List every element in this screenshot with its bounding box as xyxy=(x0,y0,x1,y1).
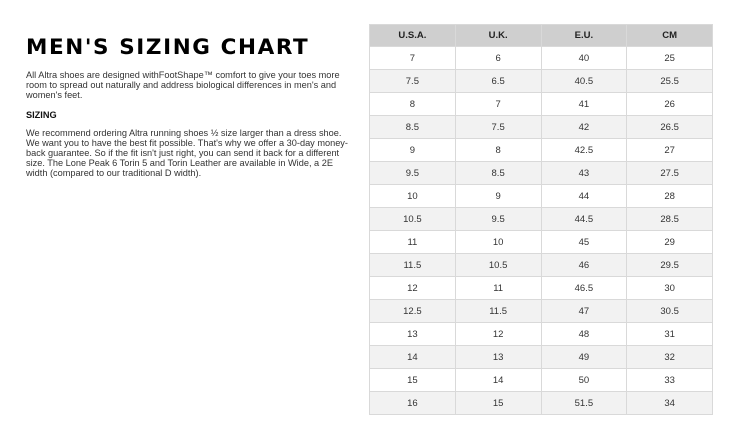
table-cell-uk: 6 xyxy=(455,47,541,70)
table-cell-cm: 29.5 xyxy=(627,254,713,277)
table-cell-cm: 30 xyxy=(627,277,713,300)
table-cell-uk: 10 xyxy=(455,231,541,254)
column-header-cm: CM xyxy=(627,25,713,47)
table-cell-cm: 34 xyxy=(627,392,713,415)
table-cell-eu: 43 xyxy=(541,162,627,185)
table-cell-uk: 14 xyxy=(455,369,541,392)
table-cell-cm: 26.5 xyxy=(627,116,713,139)
table-cell-eu: 42.5 xyxy=(541,139,627,162)
table-cell-usa: 9 xyxy=(370,139,456,162)
table-cell-cm: 25 xyxy=(627,47,713,70)
page-title: MEN'S SIZING CHART xyxy=(26,35,310,60)
table-cell-usa: 7 xyxy=(370,47,456,70)
column-header-usa: U.S.A. xyxy=(370,25,456,47)
table-cell-eu: 41 xyxy=(541,93,627,116)
table-cell-uk: 7.5 xyxy=(455,116,541,139)
table-cell-uk: 11.5 xyxy=(455,300,541,323)
table-row xyxy=(370,208,713,231)
table-cell-cm: 26 xyxy=(627,93,713,116)
table-cell-cm: 28 xyxy=(627,185,713,208)
table-cell-uk: 9.5 xyxy=(455,208,541,231)
table-cell-eu: 47 xyxy=(541,300,627,323)
table-cell-usa: 11.5 xyxy=(370,254,456,277)
table-body xyxy=(370,47,713,415)
table-cell-eu: 46 xyxy=(541,254,627,277)
table-cell-eu: 44.5 xyxy=(541,208,627,231)
table-cell-cm: 30.5 xyxy=(627,300,713,323)
table-cell-usa: 13 xyxy=(370,323,456,346)
table-cell-cm: 25.5 xyxy=(627,70,713,93)
table-cell-usa: 10 xyxy=(370,185,456,208)
table-cell-eu: 49 xyxy=(541,346,627,369)
table-cell-usa: 12.5 xyxy=(370,300,456,323)
table-cell-uk: 10.5 xyxy=(455,254,541,277)
sizing-heading: SIZING xyxy=(26,110,57,120)
table-cell-eu: 42 xyxy=(541,116,627,139)
table-cell-uk: 11 xyxy=(455,277,541,300)
table-cell-cm: 29 xyxy=(627,231,713,254)
table-row xyxy=(370,392,713,415)
table-cell-uk: 8 xyxy=(455,139,541,162)
table-cell-uk: 13 xyxy=(455,346,541,369)
info-panel xyxy=(26,36,356,178)
table-cell-usa: 14 xyxy=(370,346,456,369)
table-cell-eu: 51.5 xyxy=(541,392,627,415)
table-cell-cm: 33 xyxy=(627,369,713,392)
table-cell-usa: 8.5 xyxy=(370,116,456,139)
table-cell-uk: 7 xyxy=(455,93,541,116)
table-cell-eu: 46.5 xyxy=(541,277,627,300)
table-cell-usa: 15 xyxy=(370,369,456,392)
table-row xyxy=(370,70,713,93)
table-cell-usa: 16 xyxy=(370,392,456,415)
table-cell-uk: 15 xyxy=(455,392,541,415)
table-cell-eu: 40.5 xyxy=(541,70,627,93)
table-cell-cm: 31 xyxy=(627,323,713,346)
table-cell-uk: 8.5 xyxy=(455,162,541,185)
table-cell-usa: 9.5 xyxy=(370,162,456,185)
table-cell-uk: 12 xyxy=(455,323,541,346)
table-row xyxy=(370,323,713,346)
table-row xyxy=(370,47,713,70)
table-cell-usa: 7.5 xyxy=(370,70,456,93)
table-header-row xyxy=(370,25,713,47)
table-cell-cm: 27.5 xyxy=(627,162,713,185)
table-row xyxy=(370,277,713,300)
table-cell-eu: 44 xyxy=(541,185,627,208)
table-cell-usa: 8 xyxy=(370,93,456,116)
table-cell-usa: 11 xyxy=(370,231,456,254)
table-cell-eu: 40 xyxy=(541,47,627,70)
table-cell-eu: 48 xyxy=(541,323,627,346)
column-header-eu: E.U. xyxy=(541,25,627,47)
sizing-paragraph: We recommend ordering Altra running shoes ½ size larger than a dress shoe. We want you to have the best fit possible. That's why we offer a 30-day money-back guarantee. So if the fit isn't just right, you can send it back for a different size. The Lone Peak 6 Torin 5 and Torin Leather are available in Wide, a 2E width (compared to our traditional D width). xyxy=(26,128,348,178)
table-row xyxy=(370,346,713,369)
table-row xyxy=(370,369,713,392)
intro-paragraph: All Altra shoes are designed withFootShape™ comfort to give your toes more room to spread out naturally and address biological differences in men's and women's feet. xyxy=(26,70,340,100)
table-cell-usa: 12 xyxy=(370,277,456,300)
table-cell-cm: 27 xyxy=(627,139,713,162)
table-cell-uk: 6.5 xyxy=(455,70,541,93)
table-row xyxy=(370,254,713,277)
table-cell-cm: 28.5 xyxy=(627,208,713,231)
table-row xyxy=(370,116,713,139)
table-row xyxy=(370,139,713,162)
table-cell-cm: 32 xyxy=(627,346,713,369)
table-row xyxy=(370,162,713,185)
table-cell-eu: 50 xyxy=(541,369,627,392)
table-row xyxy=(370,231,713,254)
table-row xyxy=(370,300,713,323)
column-header-uk: U.K. xyxy=(455,25,541,47)
table-cell-eu: 45 xyxy=(541,231,627,254)
table-cell-usa: 10.5 xyxy=(370,208,456,231)
table-row xyxy=(370,185,713,208)
table-cell-uk: 9 xyxy=(455,185,541,208)
table-row xyxy=(370,93,713,116)
size-chart-table xyxy=(369,24,713,415)
